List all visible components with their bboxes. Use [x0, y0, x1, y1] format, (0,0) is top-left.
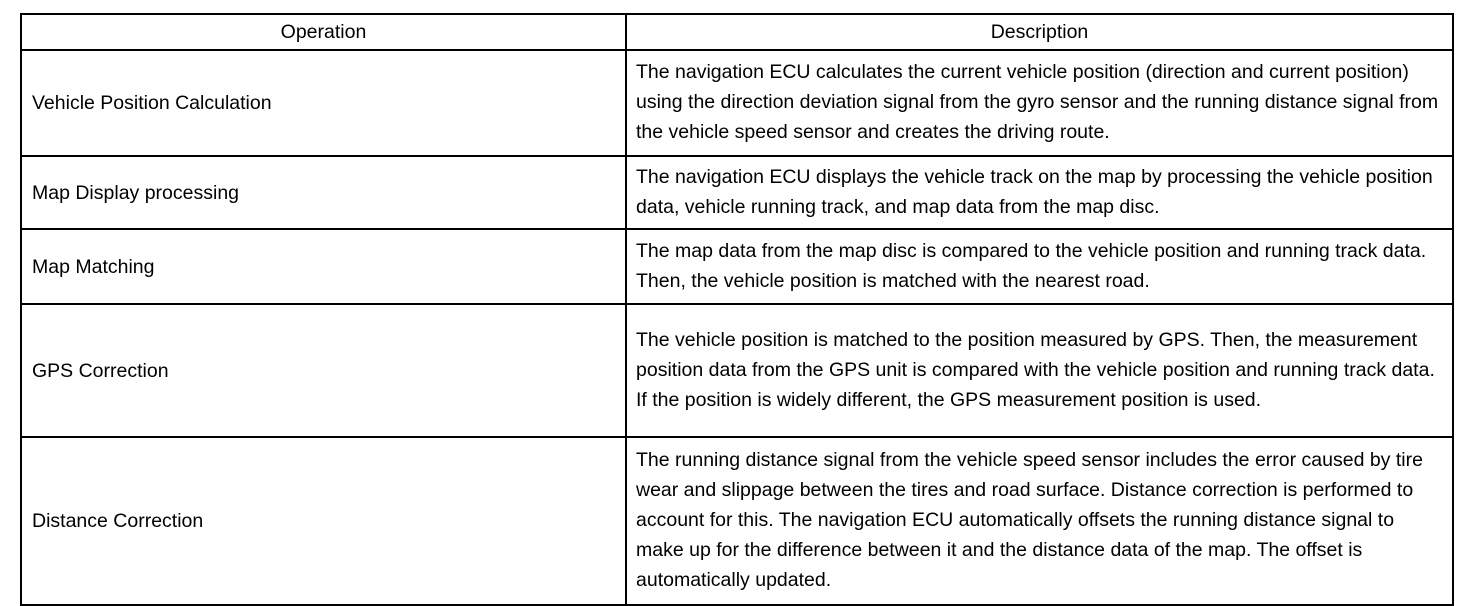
description-cell: The navigation ECU calculates the current vehicle position (direction and current position) using the direction deviation signal from the gyro sensor and the running distance signal from the vehicle speed sensor and creates the driving route. [626, 50, 1453, 156]
column-header-operation: Operation [21, 14, 626, 50]
column-header-description: Description [626, 14, 1453, 50]
description-cell: The running distance signal from the vehicle speed sensor includes the error caused by tire wear and slippage between the tires and road surface. Distance correction is performed to account for this. The navigation ECU automatically offsets the running distance signal to make up for the difference between it and the distance data of the map. The offset is automatically updated. [626, 437, 1453, 605]
operation-cell: Vehicle Position Calculation [21, 50, 626, 156]
operation-cell: Map Matching [21, 229, 626, 304]
description-cell: The vehicle position is matched to the position measured by GPS. Then, the measurement position data from the GPS unit is compared with the vehicle position and running track data. If the position is widely different, the GPS measurement position is used. [626, 304, 1453, 437]
description-cell: The navigation ECU displays the vehicle track on the map by processing the vehicle position data, vehicle running track, and map data from the map disc. [626, 156, 1453, 229]
operation-cell: GPS Correction [21, 304, 626, 437]
operation-cell: Distance Correction [21, 437, 626, 605]
table-row [21, 437, 1453, 605]
table-header-row [21, 14, 1453, 50]
table-row [21, 50, 1453, 156]
operation-cell: Map Display processing [21, 156, 626, 229]
table-row [21, 229, 1453, 304]
operation-description-table [20, 13, 1454, 606]
table-row [21, 156, 1453, 229]
table-row [21, 304, 1453, 437]
description-cell: The map data from the map disc is compared to the vehicle position and running track data. Then, the vehicle position is matched with the nearest road. [626, 229, 1453, 304]
